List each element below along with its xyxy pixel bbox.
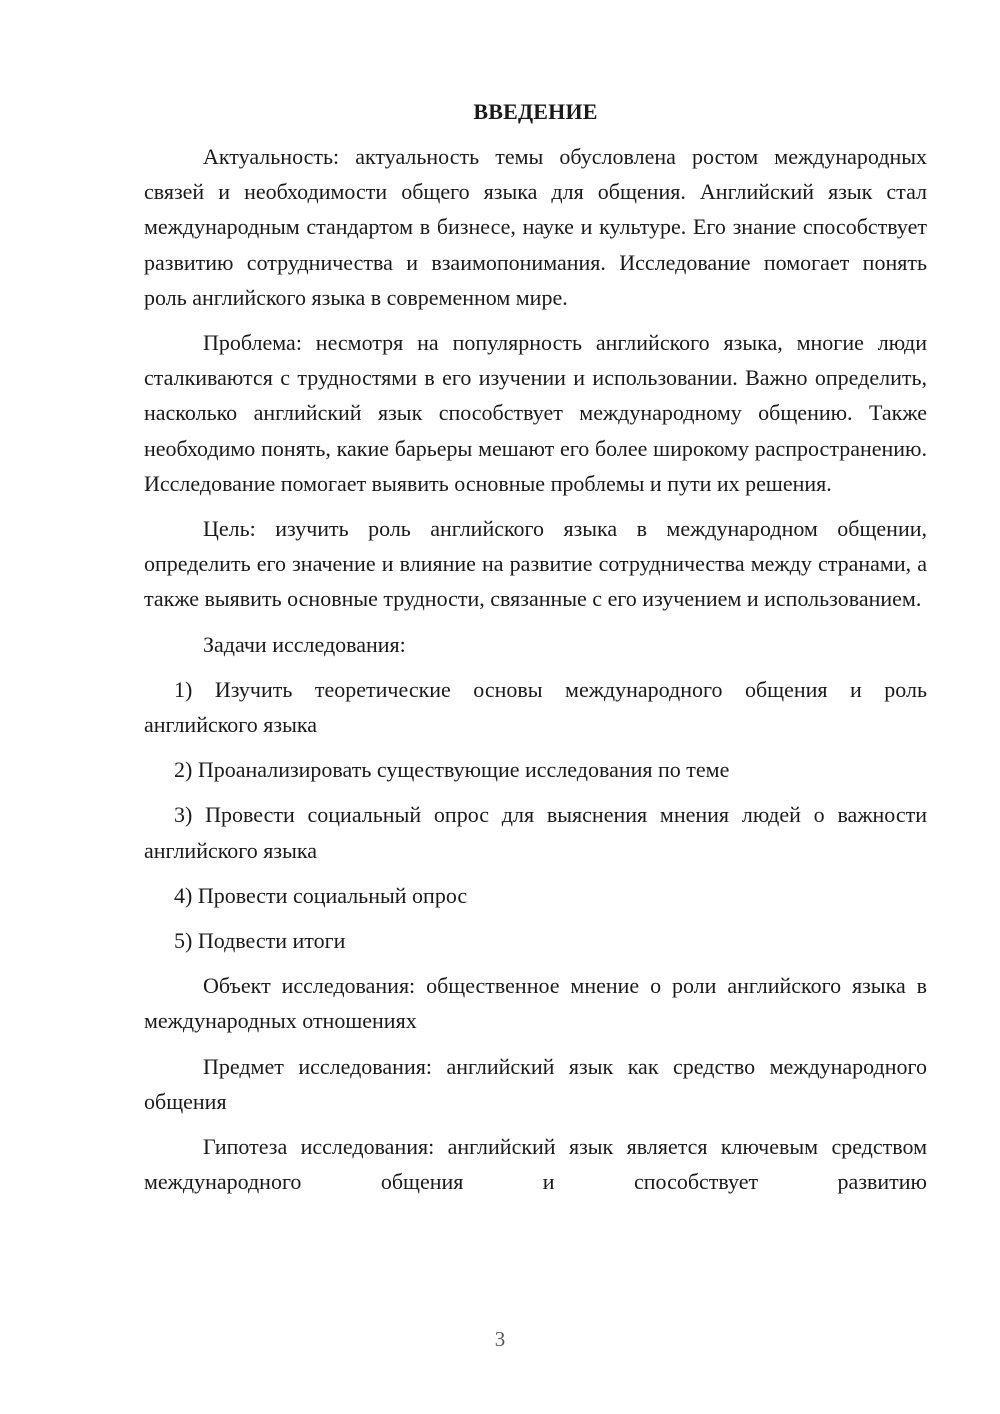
task-item-3: 3) Провести социальный опрос для выяснения мнения людей о важности английского языка <box>144 802 927 863</box>
task-item-4: 4) Провести социальный опрос <box>174 882 468 908</box>
task-item-5: 5) Подвести итоги <box>174 928 346 954</box>
paragraph-goal: Цель: изучить роль английского языка в международном общении, определить его значение и влияние на развитие сотрудничества между странами, а также выявить основные трудности, связанные с его изучением и использованием. <box>144 516 927 612</box>
page-number: 3 <box>494 1327 506 1351</box>
task-item-1: 1) Изучить теоретические основы международного общения и роль английского языка <box>144 676 927 738</box>
page-content <box>144 94 927 1209</box>
section-title: ВВЕДЕНИЕ <box>473 99 598 124</box>
paragraph-object: Объект исследования: общественное мнение о роли английского языка в международных отношениях <box>144 973 927 1034</box>
task-item-2: 2) Проанализировать существующие исследования по теме <box>174 757 730 783</box>
paragraph-subject: Предмет исследования: английский язык как средство международного общения <box>144 1053 927 1114</box>
paragraph-hypothesis: Гипотеза исследования: английский язык является ключевым средством международного общения и способствует развитию <box>144 1134 927 1195</box>
paragraph-tasks-heading: Задачи исследования: <box>203 631 406 657</box>
paragraph-relevance: Актуальность: актуальность темы обусловлена ростом международных связей и необходимости общего языка для общения. Английский язык стал международным стандартом в бизнесе, науке и культуре. Его знание способствует развитию сотрудничества и взаимопонимания. Исследование помогает понять роль английского языка в современном мире. <box>144 144 927 310</box>
paragraph-problem: Проблема: несмотря на популярность английского языка, многие люди сталкиваются с трудностями в его изучении и использовании. Важно определить, насколько английский язык способствует международному общению. Также необходимо понять, какие барьеры мешают его более широкому распространению. Исследование помогает выявить основные проблемы и пути их решения. <box>144 330 927 496</box>
